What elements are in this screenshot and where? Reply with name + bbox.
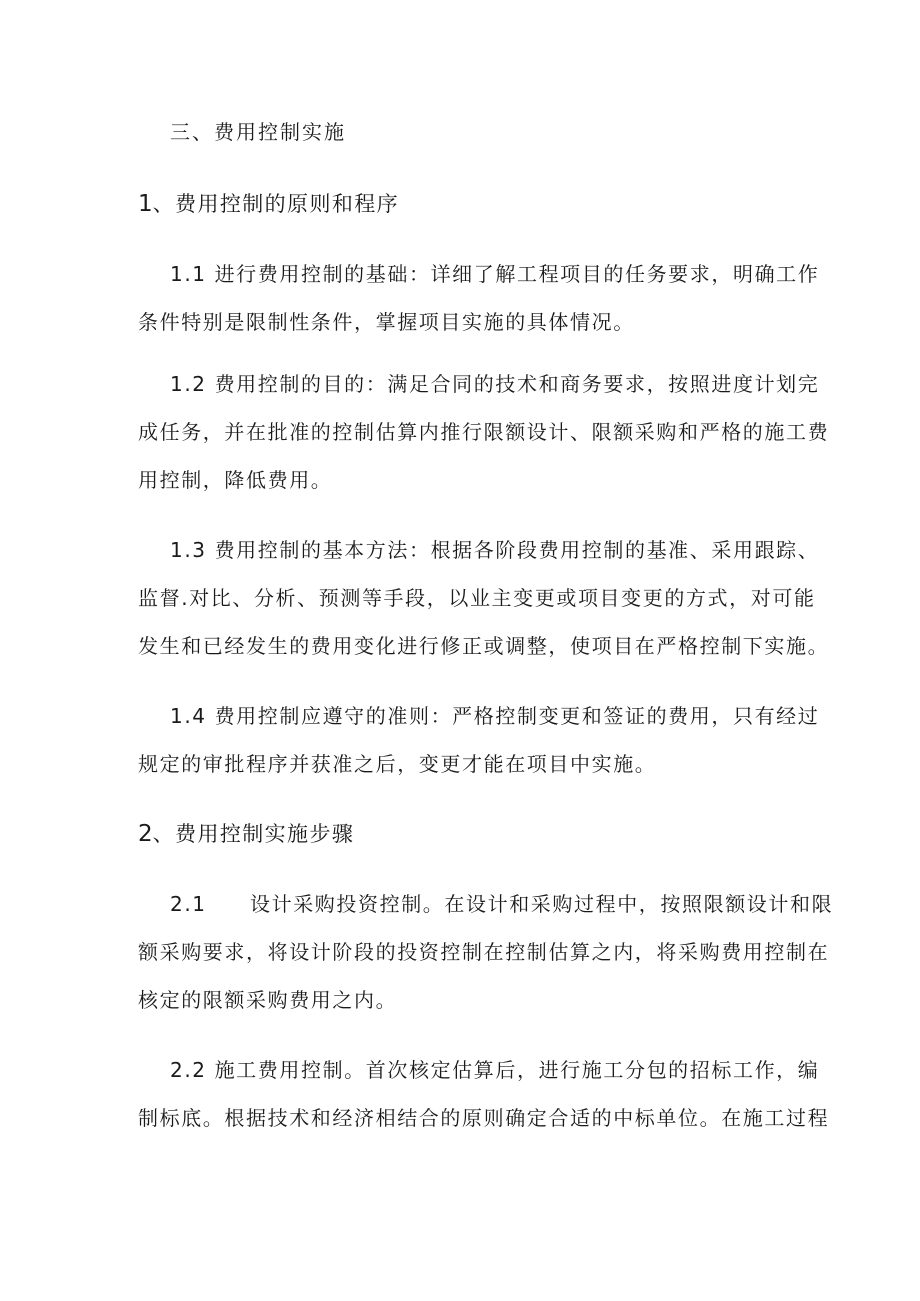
heading-2-number: 2 [138,821,153,847]
paragraph-1-2-line-3: 用控制，降低费用。 [138,468,333,492]
heading-1-text: 、费用控制的原则和程序 [152,192,400,216]
paragraph-2-1-number: 2.1 [170,892,207,916]
paragraph-1-2-line-2: 成任务，并在批准的控制估算内推行限额设计、限额采购和严格的施工费 [138,420,830,444]
paragraph-2-2-line-2: 制标底。根据技术和经济相结合的原则确定合适的中标单位。在施工过程 [138,1106,830,1130]
heading-1 [138,190,399,218]
paragraph-2-1-line-2: 额采购要求，将设计阶段的投资控制在控制估算之内，将采购费用控制在 [138,940,830,964]
paragraph-1-3-line-3: 发生和已经发生的费用变化进行修正或调整，使项目在严格控制下实施。 [138,634,830,658]
paragraph-1-4-line-1: 1.4 费用控制应遵守的准则：严格控制变更和签证的费用，只有经过 [170,704,820,728]
paragraph-1-1-line-2: 条件特别是限制性条件，掌握项目实施的具体情况。 [138,310,635,334]
paragraph-2-2-line-1: 2.2 施工费用控制。首次核定估算后，进行施工分包的招标工作，编 [170,1058,820,1082]
paragraph-1-3-line-1: 1.3 费用控制的基本方法：根据各阶段费用控制的基准、采用跟踪、 [170,538,820,562]
heading-2-text: 、费用控制实施步骤 [152,822,355,846]
heading-2 [138,820,354,848]
paragraph-1-4-line-2: 规定的审批程序并获准之后，变更才能在项目中实施。 [138,752,657,776]
paragraph-1-1-line-1: 1.1 进行费用控制的基础：详细了解工程项目的任务要求，明确工作 [170,262,820,286]
heading-1-number: 1 [138,191,153,217]
paragraph-2-1-line-3: 核定的限额采购费用之内。 [138,988,398,1012]
paragraph-1-3-line-2: 监督.对比、分析、预测等手段，以业主变更或项目变更的方式，对可能 [138,586,816,610]
paragraph-2-1-line-1 [170,890,833,918]
section-title: 三、费用控制实施 [170,120,346,144]
paragraph-2-1-line-1-text: 设计采购投资控制。在设计和采购过程中，按照限额设计和限 [250,892,834,916]
paragraph-1-2-line-1: 1.2 费用控制的目的：满足合同的技术和商务要求，按照进度计划完 [170,372,820,396]
